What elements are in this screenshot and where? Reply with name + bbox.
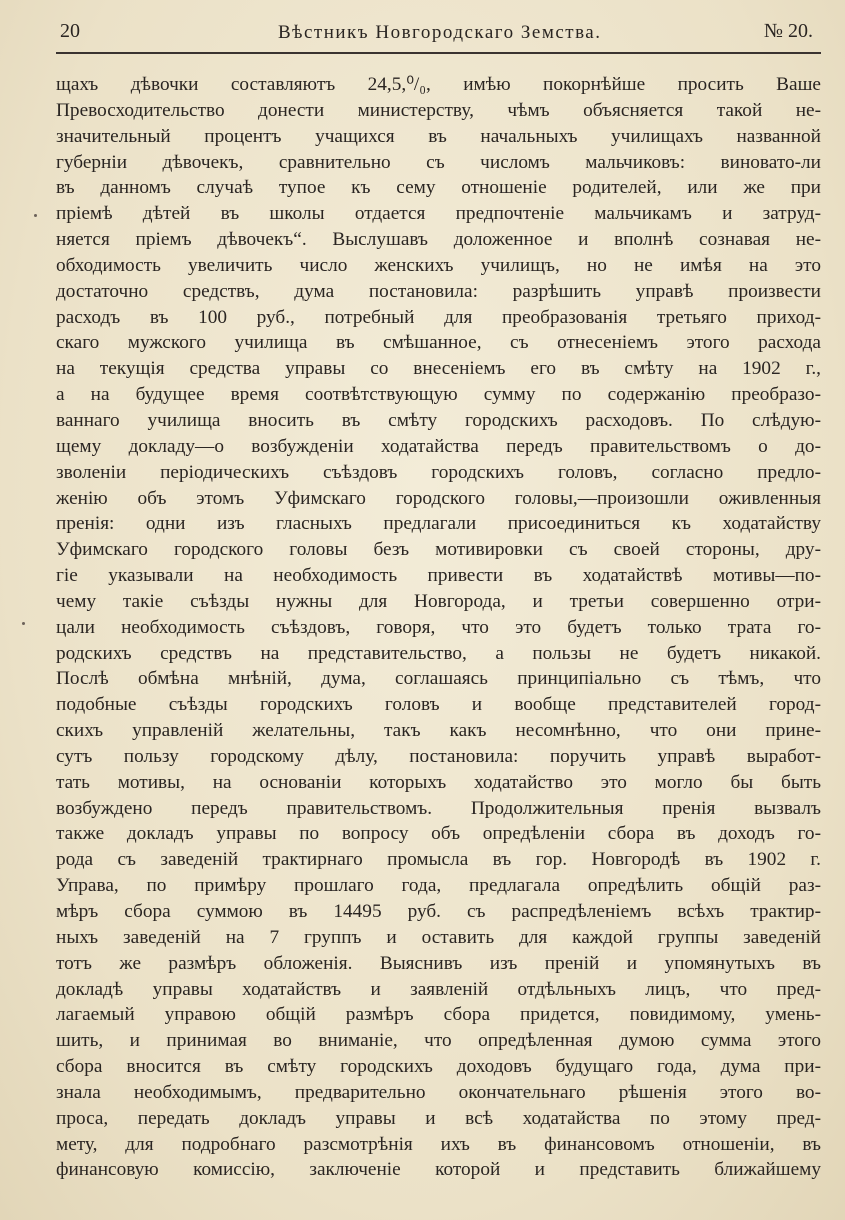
text-line: докладѣ управы ходатайствъ и заявленій отдѣльныхъ лицъ, что пред- [56,978,821,1000]
text-line: тотъ же размѣръ обложенія. Выяснивъ изъ преній и упомянутыхъ въ [56,952,821,974]
page-number: 20 [60,20,80,42]
text-line: значительный процентъ учащихся въ начальныхъ училищахъ названной [56,125,821,147]
text-line: Превосходительство донести министерству, чѣмъ объясняется такой не- [56,99,821,121]
text-line: финансовую комиссію, заключеніе которой и представить ближайшему [56,1159,821,1181]
issue-number: № 20. [763,20,813,42]
text-line: подобные съѣзды городскихъ головъ и вообще представителей город- [56,694,821,716]
text-line: сбора вносится въ смѣту городскихъ доходовъ будущаго года, дума при- [56,1056,821,1078]
text-line: губерніи дѣвочекъ, сравнительно съ числомъ мальчиковъ: виновато-ли [56,151,821,173]
text-line: мѣръ сбора суммою въ 14495 руб. съ распредѣленіемъ всѣхъ трактир- [56,901,821,922]
text-line: проса, передать докладъ управы и всѣ ходатайства по этому пред- [56,1107,821,1129]
text-line: въ данномъ случаѣ тупое къ сему отношеніе родителей, или же при [56,177,821,199]
text-line: скихъ управленій желательны, такъ какъ несомнѣнно, что они прине- [56,720,821,742]
journal-title: Вѣстникъ Новгородскаго Земства. [278,22,602,43]
text-line: цали необходимость съѣздовъ, говоря, что это будетъ только трата го- [56,616,821,638]
text-line: пренія: одни изъ гласныхъ предлагали присоединиться къ ходатайству [56,513,821,535]
text-line: пріемѣ дѣтей въ школы отдается предпочтеніе мальчикамъ и затруд- [56,203,821,225]
body-text [56,72,821,1183]
text-line: тать мотивы, на основаніи которыхъ ходатайство это могло бы быть [56,771,821,793]
text-line: обходимость увеличить число женскихъ училищъ, но не имѣя на это [56,254,821,276]
text-line: няется пріемъ дѣвочекъ“. Выслушавъ доложенное и вполнѣ сознавая не- [56,229,821,251]
text-line: щахъ дѣвочки составляютъ 24,5,⁰/₀, имѣю покорнѣйше просить Ваше [56,74,821,95]
text-line: чему такіе съѣзды нужны для Новгорода, и третьи совершенно отри- [56,590,821,612]
text-line: скаго мужского училища въ смѣшанное, съ отнесеніемъ этого расхода [56,332,821,354]
text-line: Управа, по примѣру прошлаго года, предлагала опредѣлить общій раз- [56,875,821,897]
text-line: лагаемый управою общій размѣръ сбора придется, повидимому, умень- [56,1004,821,1026]
text-line: на текущія средства управы со внесеніемъ его въ смѣту на 1902 г., [56,358,821,380]
text-line: а на будущее время соотвѣтствующую сумму по содержанію преобразо- [56,384,821,406]
text-line: возбуждено передъ правительствомъ. Продолжительныя пренія вызвалъ [56,797,821,819]
text-line: родскихъ средствъ на представительство, а пользы не будетъ никакой. [56,642,821,664]
text-line: расходъ въ 100 руб., потребный для преобразованія третьяго приход- [56,306,821,328]
text-line: достаточно средствъ, дума постановила: разрѣшить управѣ произвести [56,280,821,302]
running-header [56,20,821,54]
text-line: щему докладу—о возбужденіи ходатайства передъ правительствомъ о до- [56,435,821,457]
margin-speck [22,622,25,625]
text-line: ваннаго училища вносить въ смѣту городскихъ расходовъ. По слѣдую- [56,409,821,431]
text-line: также докладъ управы по вопросу объ опредѣленіи сбора въ доходъ го- [56,823,821,845]
text-line: знала необходимымъ, предварительно окончательнаго рѣшенія этого во- [56,1081,821,1103]
text-line: Уфимскаго городского головы безъ мотивировки съ своей стороны, дру- [56,539,821,561]
margin-speck [34,214,37,217]
text-line: зволеніи періодическихъ съѣздовъ городскихъ головъ, согласно предло- [56,461,821,483]
text-line: ныхъ заведеній на 7 группъ и оставить для каждой группы заведеній [56,926,821,948]
text-line: Послѣ обмѣна мнѣній, дума, соглашаясь принципіально съ тѣмъ, что [56,668,821,690]
text-line: женію объ этомъ Уфимскаго городского головы,—произошли оживленныя [56,487,821,509]
text-line: шить, и принимая во вниманіе, что опредѣленная думою сумма этого [56,1030,821,1052]
text-line: сутъ пользу городскому дѣлу, постановила: поручить управѣ выработ- [56,745,821,767]
text-line: гіе указывали на необходимость привести въ ходатайствѣ мотивы—по- [56,565,821,587]
text-line: рода съ заведеній трактирнаго промысла въ гор. Новгородѣ въ 1902 г. [56,849,821,871]
text-line: мету, для подробнаго разсмотрѣнія ихъ въ финансовомъ отношеніи, въ [56,1133,821,1155]
